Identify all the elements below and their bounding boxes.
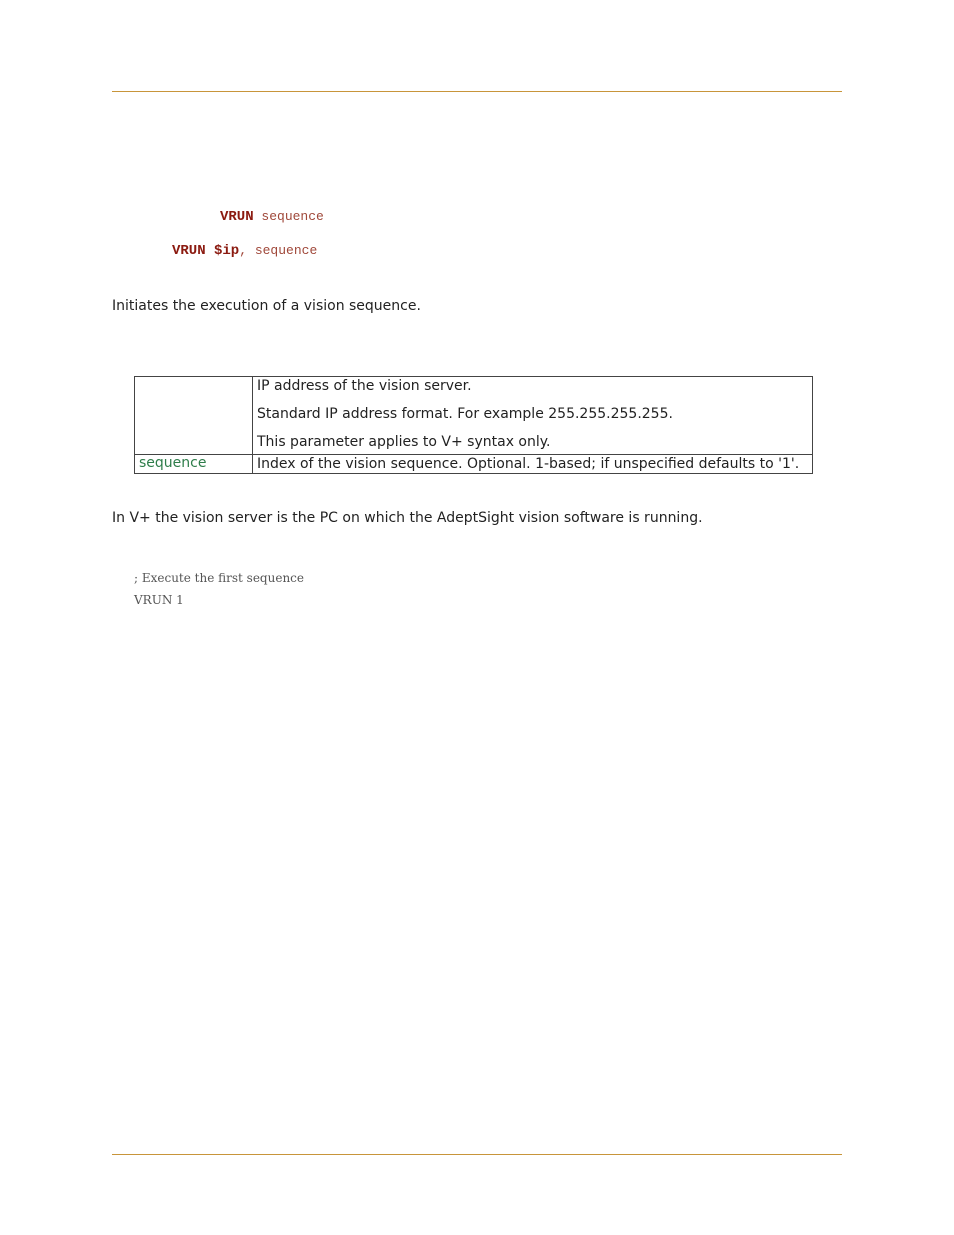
- table-row: [135, 377, 813, 455]
- syntax-keyword: VRUN: [220, 209, 254, 225]
- param-description-line: IP address of the vision server.: [257, 378, 472, 394]
- description-text: Initiates the execution of a vision sequence.: [112, 298, 421, 314]
- param-description: [253, 377, 813, 455]
- param-description-line: Index of the vision sequence. Optional. 1-based; if unspecified defaults to '1'.: [257, 456, 800, 472]
- syntax-keyword: VRUN $ip: [172, 243, 240, 259]
- param-description-line: Standard IP address format. For example 255.255.255.255.: [257, 406, 673, 422]
- details-text: In V+ the vision server is the PC on which the AdeptSight vision software is running.: [112, 510, 703, 526]
- syntax-separator: ,: [239, 243, 248, 258]
- param-description-line: This parameter applies to V+ syntax only.: [257, 434, 551, 450]
- parameters-table: [134, 376, 813, 474]
- syntax-line-1: [220, 209, 324, 225]
- param-name: sequence: [135, 455, 253, 474]
- param-description: [253, 455, 813, 474]
- syntax-argument: sequence: [247, 243, 318, 258]
- table-row: [135, 455, 813, 474]
- syntax-argument: sequence: [253, 209, 324, 224]
- syntax-line-2: [172, 243, 317, 259]
- param-name: [135, 377, 253, 455]
- example-comment: ; Execute the first sequence: [134, 571, 304, 585]
- footer-rule: [112, 1154, 842, 1155]
- header-rule: [112, 91, 842, 92]
- example-code: VRUN 1: [134, 593, 184, 607]
